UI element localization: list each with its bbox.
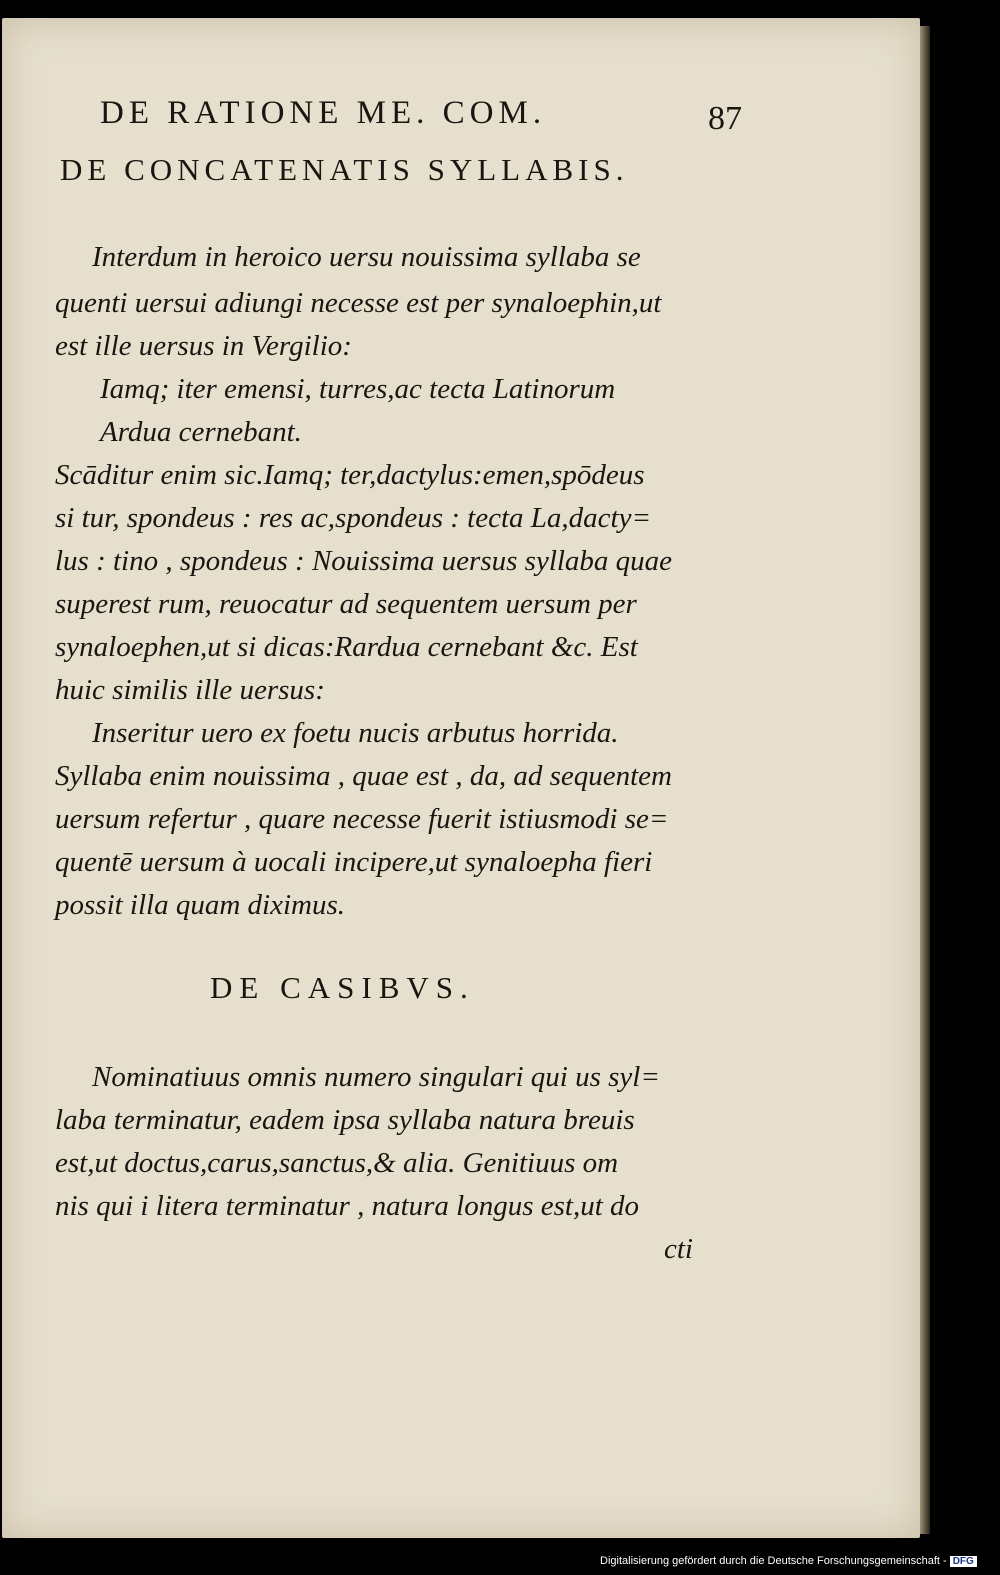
text-line: est ille uersus in Vergilio: <box>55 330 352 362</box>
digitization-credit <box>600 1555 977 1567</box>
text-line: Nominatiuus omnis numero singulari qui us syl= <box>92 1061 660 1093</box>
section-title-casibus: DE CASIBVS. <box>210 970 475 1005</box>
text-line: huic similis ille uersus: <box>55 674 325 706</box>
text-line: nis qui i litera terminatur , natura longus est,ut do <box>55 1190 640 1222</box>
text-line: est,ut doctus,carus,sanctus,& alia. Genitiuus om <box>55 1147 619 1179</box>
text-line: uersum refertur , quare necesse fuerit istiusmodi se= <box>55 803 669 835</box>
verse-line: Ardua cernebant. <box>100 416 302 448</box>
dfg-logo: DFG <box>950 1556 977 1567</box>
verse-line: Iamq; iter emensi, turres,ac tecta Latinorum <box>100 373 616 405</box>
text-line: Syllaba enim nouissima , quae est , da, ad sequentem <box>55 760 672 792</box>
text-line: quentē uersum à uocali incipere,ut synaloepha fieri <box>55 846 653 878</box>
text-line: si tur, spondeus : res ac,spondeus : tecta La,dacty= <box>55 502 652 534</box>
text-line: possit illa quam diximus. <box>55 889 346 921</box>
page-edge <box>920 26 930 1534</box>
text-line: superest rum, reuocatur ad sequentem uersum per <box>55 588 637 620</box>
text-line: quenti uersui adiungi necesse est per synaloephin,ut <box>55 287 662 319</box>
credit-text: Digitalisierung gefördert durch die Deutsche Forschungsgemeinschaft - <box>600 1555 947 1567</box>
verse-line: Inseritur uero ex foetu nucis arbutus horrida. <box>92 717 619 749</box>
text-line: Scāditur enim sic.Iamq; ter,dactylus:emen,spōdeus <box>55 459 645 491</box>
section-title-concatenatis: DE CONCATENATIS SYLLABIS. <box>60 152 629 187</box>
text-line: lus : tino , spondeus : Nouissima uersus syllaba quae <box>55 545 673 577</box>
text-line: Interdum in heroico uersu nouissima syllaba se <box>92 241 641 273</box>
text-line: synaloephen,ut si dicas:Rardua cernebant &c. Est <box>55 631 638 663</box>
page-number: 87 <box>708 100 742 137</box>
running-title: DE RATIONE ME. COM. <box>100 95 547 131</box>
catchword: cti <box>664 1233 693 1265</box>
text-line: laba terminatur, eadem ipsa syllaba natura breuis <box>55 1104 635 1136</box>
